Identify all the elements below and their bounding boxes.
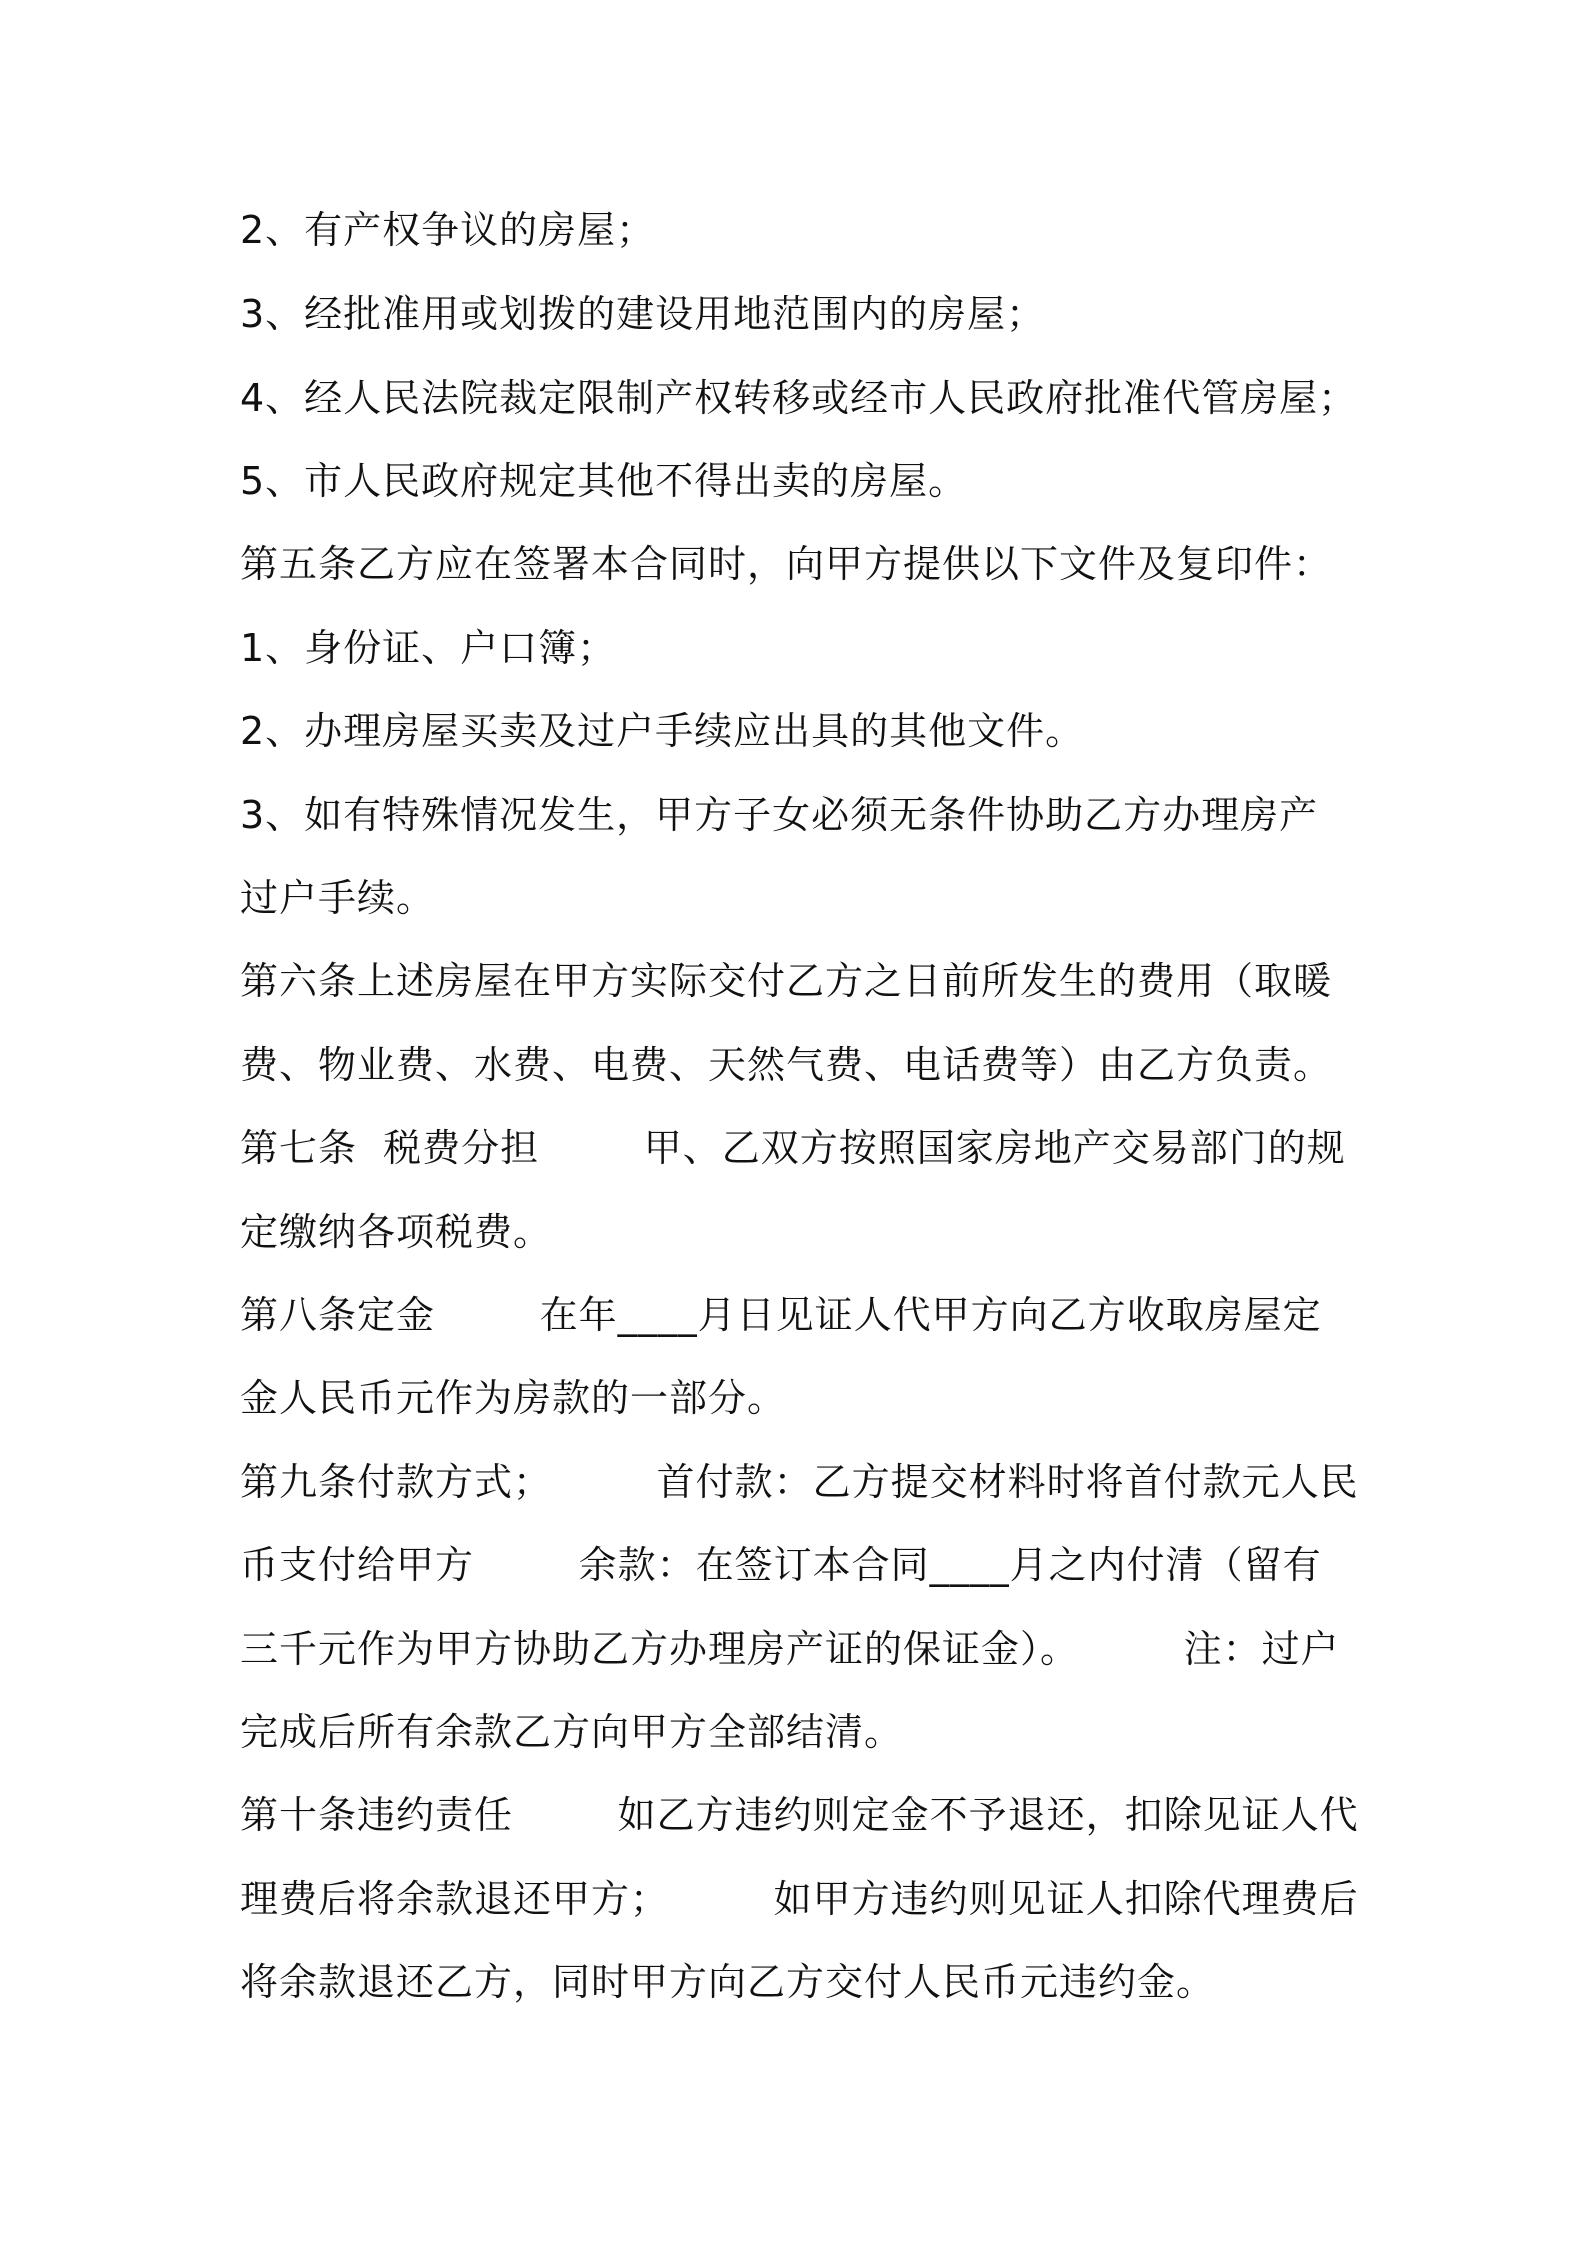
document-line: 费、物业费、水费、电费、天然气费、电话费等）由乙方负责。 bbox=[240, 1043, 1333, 1087]
document-line: 将余款退还乙方，同时甲方向乙方交付人民币元违约金。 bbox=[240, 1960, 1216, 2004]
document-line: 过户手续。 bbox=[240, 876, 436, 920]
document-line: 5、市人民政府规定其他不得出卖的房屋。 bbox=[240, 459, 968, 503]
document-line: 2、有产权争议的房屋； bbox=[240, 208, 656, 252]
document-line: 金人民币元作为房款的一部分。 bbox=[240, 1376, 787, 1420]
document-line: 第八条定金 在年____月日见证人代甲方向乙方收取房屋定 bbox=[240, 1293, 1322, 1337]
document-line: 4、经人民法院裁定限制产权转移或经市人民政府批准代管房屋； bbox=[240, 376, 1358, 420]
document-line: 3、经批准用或划拨的建设用地范围内的房屋； bbox=[240, 292, 1046, 336]
document-line: 理费后将余款退还甲方； 如甲方违约则见证人扣除代理费后 bbox=[240, 1877, 1359, 1921]
document-line: 第十条违约责任 如乙方违约则定金不予退还，扣除见证人代 bbox=[240, 1793, 1359, 1837]
document-line: 2、办理房屋买卖及过户手续应出具的其他文件。 bbox=[240, 709, 1085, 753]
document-line: 第九条付款方式； 首付款：乙方提交材料时将首付款元人民 bbox=[240, 1460, 1359, 1504]
document-line: 三千元作为甲方协助乙方办理房产证的保证金）。 注：过户 bbox=[240, 1627, 1340, 1671]
document-line: 完成后所有余款乙方向甲方全部结清。 bbox=[240, 1710, 904, 1754]
document-line: 第七条 税费分担 甲、乙双方按照国家房地产交易部门的规 bbox=[240, 1126, 1346, 1170]
document-line: 第五条乙方应在签署本合同时，向甲方提供以下文件及复印件： bbox=[240, 542, 1333, 586]
document-line: 第六条上述房屋在甲方实际交付乙方之日前所发生的费用（取暖 bbox=[240, 959, 1333, 1003]
document-line: 1、身份证、户口簿； bbox=[240, 626, 617, 670]
document-line: 定缴纳各项税费。 bbox=[240, 1210, 553, 1254]
document-line: 3、如有特殊情况发生，甲方子女必须无条件协助乙方办理房产 bbox=[240, 793, 1319, 837]
document-line: 币支付给甲方 余款：在签订本合同____月之内付清（留有 bbox=[240, 1543, 1322, 1587]
